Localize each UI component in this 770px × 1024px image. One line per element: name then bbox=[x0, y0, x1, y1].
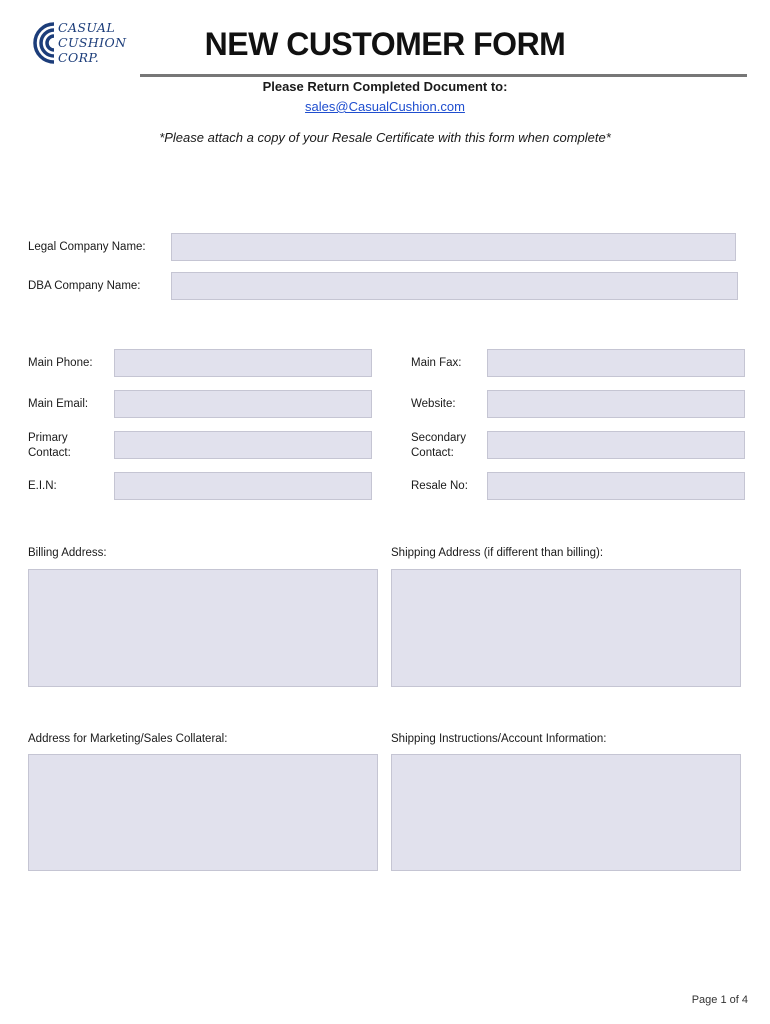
main-fax-label: Main Fax: bbox=[411, 357, 462, 369]
primary-contact-label-line-2: Contact: bbox=[28, 447, 71, 459]
shipping-instructions-label: Shipping Instructions/Account Information: bbox=[391, 733, 607, 745]
resale-no-field[interactable] bbox=[487, 472, 745, 500]
billing-address-label: Billing Address: bbox=[28, 547, 107, 559]
main-fax-field[interactable] bbox=[487, 349, 745, 377]
secondary-contact-label-line-1: Secondary bbox=[411, 432, 466, 444]
ein-field[interactable] bbox=[114, 472, 372, 500]
logo-text bbox=[58, 20, 138, 65]
secondary-contact-label bbox=[411, 431, 466, 461]
resale-certificate-note: *Please attach a copy of your Resale Certificate with this form when complete* bbox=[159, 130, 611, 145]
logo-line-2: CUSHION bbox=[58, 35, 127, 50]
billing-address-field[interactable] bbox=[28, 569, 378, 687]
legal-company-name-field[interactable] bbox=[171, 233, 736, 261]
main-email-field[interactable] bbox=[114, 390, 372, 418]
main-phone-field[interactable] bbox=[114, 349, 372, 377]
header-rule bbox=[140, 74, 747, 77]
logo-line-3: CORP. bbox=[58, 50, 100, 65]
marketing-address-field[interactable] bbox=[28, 754, 378, 871]
ein-label: E.I.N: bbox=[28, 480, 57, 492]
resale-no-label: Resale No: bbox=[411, 480, 468, 492]
logo-line-1: CASUAL bbox=[58, 20, 116, 35]
return-instruction: Please Return Completed Document to: bbox=[262, 79, 508, 94]
sales-email-link[interactable]: sales@CasualCushion.com bbox=[305, 99, 465, 114]
main-email-label: Main Email: bbox=[28, 398, 89, 410]
primary-contact-label-line-1: Primary bbox=[28, 432, 68, 444]
website-label: Website: bbox=[411, 398, 456, 410]
secondary-contact-label-line-2: Contact: bbox=[411, 447, 454, 459]
dba-company-name-field[interactable] bbox=[171, 272, 738, 300]
website-field[interactable] bbox=[487, 390, 745, 418]
dba-company-name-label: DBA Company Name: bbox=[28, 280, 141, 292]
marketing-address-label: Address for Marketing/Sales Collateral: bbox=[28, 733, 228, 745]
page-title: NEW CUSTOMER FORM bbox=[204, 26, 566, 62]
main-phone-label: Main Phone: bbox=[28, 357, 93, 369]
company-logo bbox=[24, 18, 134, 70]
legal-company-name-label: Legal Company Name: bbox=[28, 241, 146, 253]
shipping-address-field[interactable] bbox=[391, 569, 741, 687]
logo-arcs-icon bbox=[24, 20, 60, 66]
shipping-address-label: Shipping Address (if different than billing): bbox=[391, 547, 604, 559]
primary-contact-field[interactable] bbox=[114, 431, 372, 459]
primary-contact-label bbox=[28, 431, 71, 461]
page-number: Page 1 of 4 bbox=[691, 994, 748, 1006]
secondary-contact-field[interactable] bbox=[487, 431, 745, 459]
shipping-instructions-field[interactable] bbox=[391, 754, 741, 871]
